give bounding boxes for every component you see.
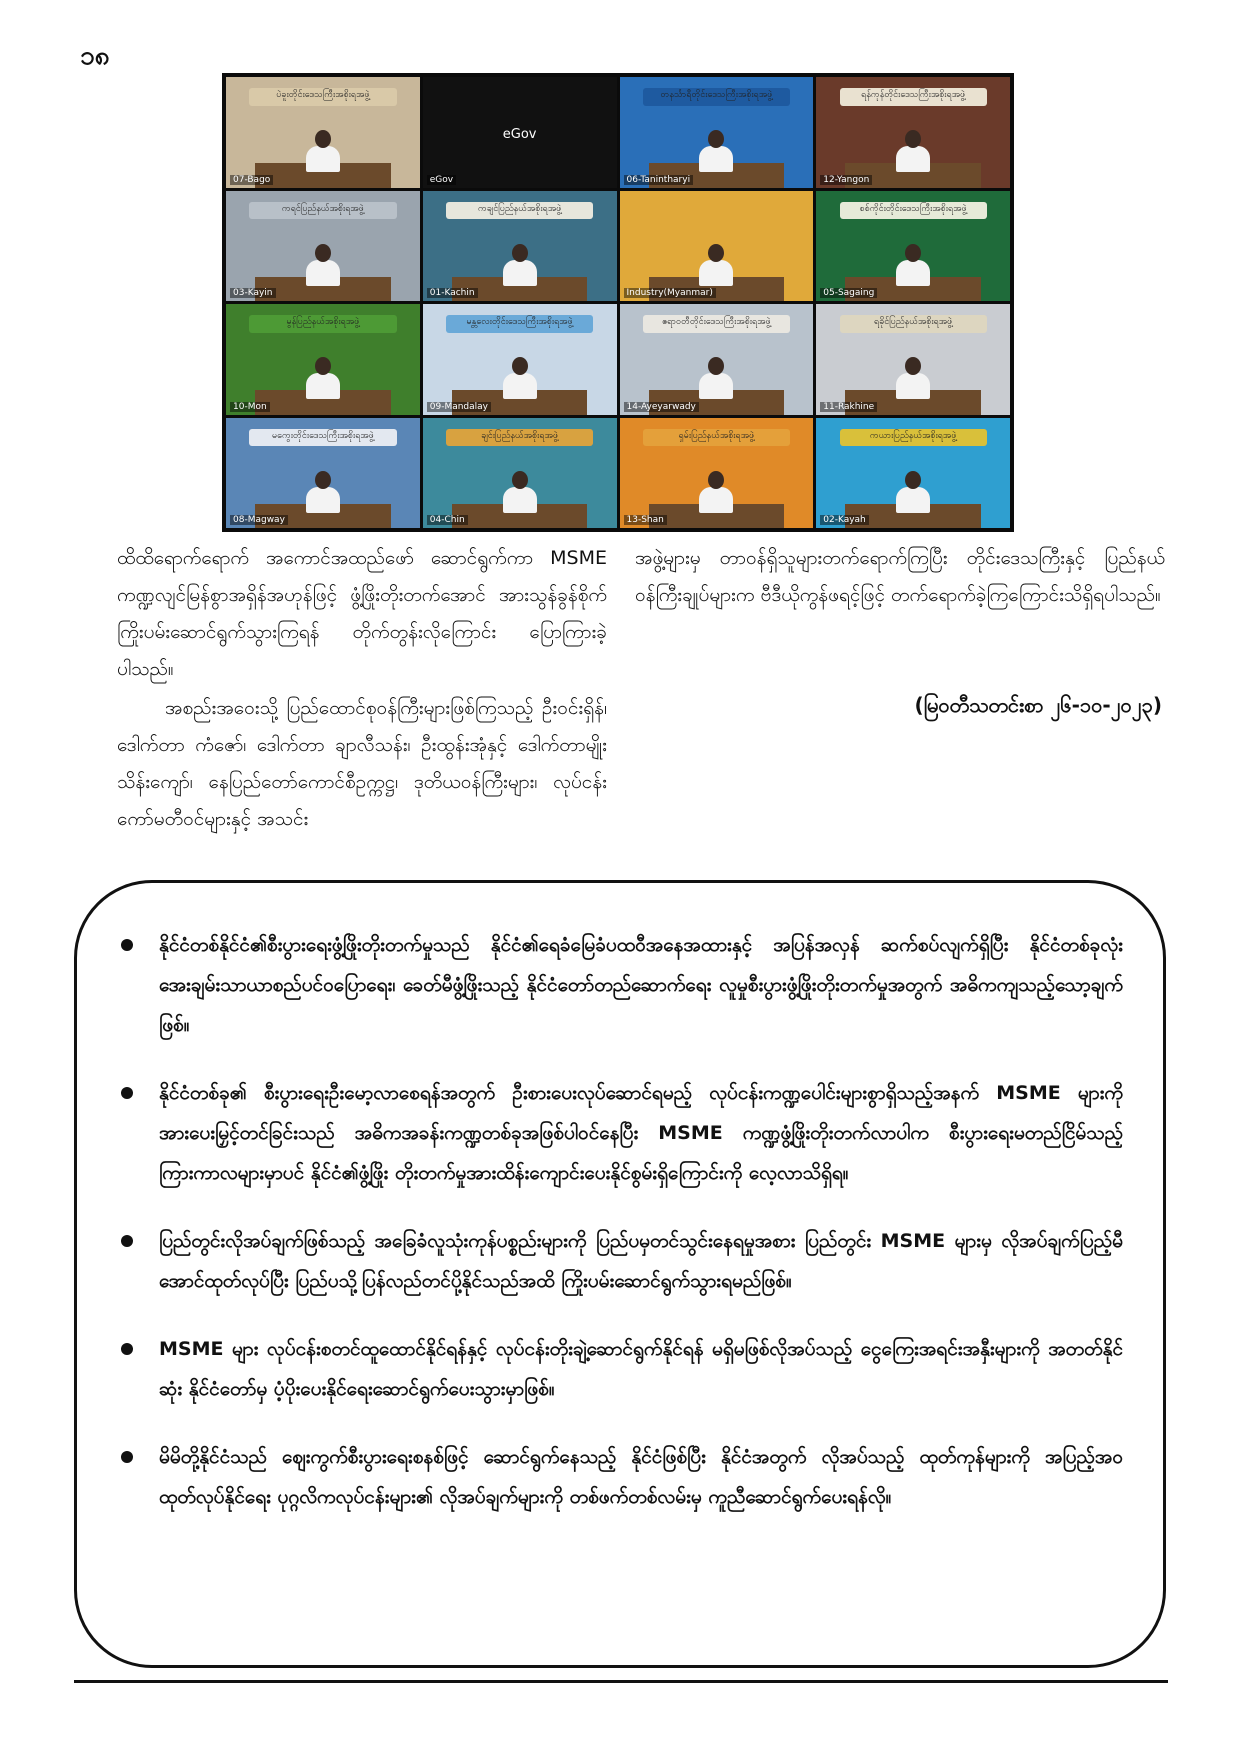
participant-figure xyxy=(699,357,733,399)
tile-label: 04-Chin xyxy=(427,515,468,525)
key-point xyxy=(115,1073,1123,1193)
office-banner: ကချင်ပြည်နယ်အစိုးရအဖွဲ့ xyxy=(446,202,593,220)
tile-label: 12-Yangon xyxy=(820,175,872,185)
participant-figure xyxy=(503,244,537,286)
office-banner: မကွေးတိုင်းဒေသကြီးအစိုးရအဖွဲ့ xyxy=(249,429,396,447)
key-point xyxy=(115,925,1123,1045)
key-point xyxy=(115,1221,1123,1301)
page-number: ၁၈ xyxy=(80,41,110,71)
participant-figure xyxy=(306,471,340,513)
key-point-text: နိုင်ငံတစ်ခု၏ စီးပွားရေးဦးမော့လာစေရန်အတွက် ဦးစားပေးလုပ်ဆောင်ရမည့် လုပ်ငန်းကဏ္ဍပေါင်းများစွာရှိသည့်အနက် MSME များကို အားပေးမြှင့်တင်ခြင်းသည် အဓိကအခန်းကဏ္ဍတစ်ခုအဖြစ်ပါဝင်နေပြီး MSME ကဏ္ဍဖွံ့ဖြိုးတိုးတက်လာပါက စီးပွားရေးမတည်ငြိမ်သည့် ကြားကာလများမှာပင် နိုင်ငံ၏ဖွံ့ဖြိုး တိုးတက်မှုအားထိန်းကျောင်းပေးနိုင်စွမ်းရှိကြောင်းကို လေ့လာသိရှိရ။ xyxy=(159,1082,1123,1184)
tile-label: 03-Kayin xyxy=(230,288,276,298)
key-point-text: ပြည်တွင်းလိုအပ်ချက်ဖြစ်သည့် အခြေခံလူသုံးကုန်ပစ္စည်းများကို ပြည်ပမှတင်သွင်းနေရမှုအစား ပြည်တွင်း MSME များမှ လိုအပ်ချက်ပြည့်မီအောင်ထုတ်လုပ်ပြီး ပြည်ပသို့ပြန်လည်တင်ပို့နိုင်သည်အထိ ကြိုးပမ်းဆောင်ရွက်သွားရမည်ဖြစ်။ xyxy=(159,1230,1123,1292)
office-banner: ဧရာဝတီတိုင်းဒေသကြီးအစိုးရအဖွဲ့ xyxy=(643,315,790,333)
tile-label: 09-Mandalay xyxy=(427,402,491,412)
office-banner: တနင်္သာရီတိုင်းဒေသကြီးအစိုးရအဖွဲ့ xyxy=(643,88,790,106)
office-banner: ရှမ်းပြည်နယ်အစိုးရအဖွဲ့ xyxy=(643,429,790,447)
bottom-divider xyxy=(74,1680,1168,1683)
tile-label: 14-Ayeyarwady xyxy=(624,402,699,412)
tile-label: Industry(Myanmar) xyxy=(624,288,716,298)
office-banner: မွန်ပြည်နယ်အစိုးရအဖွဲ့ xyxy=(249,315,396,333)
tile-label: 01-Kachin xyxy=(427,288,478,298)
participant-figure xyxy=(306,130,340,172)
office-banner: ရန်ကုန်တိုင်းဒေသကြီးအစိုးရအဖွဲ့ xyxy=(840,88,987,106)
video-tile xyxy=(423,304,617,415)
participant-figure xyxy=(896,471,930,513)
tile-label: 05-Sagaing xyxy=(820,288,877,298)
video-tile xyxy=(816,191,1010,302)
key-point-text: MSME များ လုပ်ငန်းစတင်ထူထောင်နိုင်ရန်နှင့် လုပ်ငန်းတိုးချဲ့ဆောင်ရွက်နိုင်ရန် မရှိမဖြစ်လိုအပ်သည့် ငွေကြေးအရင်းအနှီးများကို အတတ်နိုင်ဆုံး နိုင်ငံတော်မှ ပံ့ပိုးပေးနိုင်ရေးဆောင်ရွက်ပေးသွားမှာဖြစ်။ xyxy=(159,1338,1123,1400)
tile-label: eGov xyxy=(427,175,456,185)
video-tile xyxy=(620,418,814,529)
bullet-icon xyxy=(121,1235,133,1247)
office-banner: ပဲခူးတိုင်းဒေသကြီးအစိုးရအဖွဲ့ xyxy=(249,88,396,106)
video-tile xyxy=(226,191,420,302)
office-banner: စစ်ကိုင်းတိုင်းဒေသကြီးအစိုးရအဖွဲ့ xyxy=(840,202,987,220)
tile-label: 11-Rakhine xyxy=(820,402,877,412)
bullet-icon xyxy=(121,1451,133,1463)
participant-figure xyxy=(306,357,340,399)
video-tile xyxy=(226,418,420,529)
tile-label: 06-Tanintharyi xyxy=(624,175,694,185)
bullet-icon xyxy=(121,1343,133,1355)
article-right-column xyxy=(635,540,1165,614)
video-tile xyxy=(816,304,1010,415)
article-paragraph: ထိထိရောက်ရောက် အကောင်အထည်ဖော် ဆောင်ရွက်ကာ MSME ကဏ္ဍလျင်မြန်စွာအရှိန်အဟုန်ဖြင့် ဖွံ့ဖြိုးတိုးတက်အောင် အားသွန်ခွန်စိုက် ကြိုးပမ်းဆောင်ရွက်သွားကြရန် တိုက်တွန်းလိုကြောင်း ပြောကြားခဲ့ပါသည်။ xyxy=(117,547,607,680)
office-banner: မန္တလေးတိုင်းဒေသကြီးအစိုးရအဖွဲ့ xyxy=(446,315,593,333)
article-paragraph: အစည်းအဝေးသို့ ပြည်ထောင်စုဝန်ကြီးများဖြစ်ကြသည့် ဦးဝင်းရှိန်၊ ဒေါက်တာ ကံဇော်၊ ဒေါက်တာ ချာလီသန်း၊ ဦးထွန်းအုံနှင့် ဒေါက်တာမျိုးသိန်းကျော်၊ နေပြည်တော်ကောင်စီဥက္ကဋ္ဌ၊ ဒုတိယဝန်ကြီးများ၊ လုပ်ငန်းကော်မတီဝင်များနှင့် အသင်း xyxy=(117,697,607,830)
bullet-icon xyxy=(121,939,133,951)
office-banner: ချင်းပြည်နယ်အစိုးရအဖွဲ့ xyxy=(446,429,593,447)
video-tile xyxy=(423,191,617,302)
key-points-list xyxy=(115,925,1123,1545)
tile-label: 10-Mon xyxy=(230,402,270,412)
tile-label: 02-Kayah xyxy=(820,515,869,525)
participant-figure xyxy=(503,471,537,513)
video-tile xyxy=(816,418,1010,529)
video-tile xyxy=(620,77,814,188)
video-tile xyxy=(816,77,1010,188)
tile-label: 13-Shan xyxy=(624,515,667,525)
video-conference-photo xyxy=(222,73,1014,532)
participant-figure xyxy=(896,357,930,399)
egov-title: eGov xyxy=(502,126,537,142)
participant-figure xyxy=(306,244,340,286)
bullet-icon xyxy=(121,1087,133,1099)
article-paragraph: အဖွဲ့များမှ တာဝန်ရှိသူများတက်ရောက်ကြပြီး တိုင်းဒေသကြီးနှင့် ပြည်နယ်ဝန်ကြီးချုပ်များက ဗီဒီယိုကွန်ဖရင့်ဖြင့် တက်ရောက်ခဲ့ကြကြောင်းသိရှိရပါသည်။ xyxy=(635,547,1165,606)
video-tile xyxy=(226,77,420,188)
office-banner: ရခိုင်ပြည်နယ်အစိုးရအဖွဲ့ xyxy=(840,315,987,333)
participant-figure xyxy=(699,244,733,286)
video-tile xyxy=(423,418,617,529)
key-point xyxy=(115,1329,1123,1409)
tile-label: 07-Bago xyxy=(230,175,273,185)
key-points-box xyxy=(74,880,1166,1668)
office-banner: ကရင်ပြည်နယ်အစိုးရအဖွဲ့ xyxy=(249,202,396,220)
participant-figure xyxy=(699,471,733,513)
video-tile xyxy=(620,304,814,415)
news-source: (မြဝတီသတင်းစာ ၂၆-၁၀-၂၀၂၃) xyxy=(914,693,1162,717)
key-point xyxy=(115,1437,1123,1517)
participant-figure xyxy=(896,130,930,172)
participant-figure xyxy=(699,130,733,172)
video-tile xyxy=(620,191,814,302)
video-tile xyxy=(423,77,617,188)
participant-figure xyxy=(896,244,930,286)
key-point-text: မိမိတို့နိုင်ငံသည် ဈေးကွက်စီးပွားရေးစနစ်ဖြင့် ဆောင်ရွက်နေသည့် နိုင်ငံဖြစ်ပြီး နိုင်ငံအတွက် လိုအပ်သည့် ထုတ်ကုန်များကို အပြည့်အဝထုတ်လုပ်နိုင်ရေး ပုဂ္ဂလိကလုပ်ငန်းများ၏ လိုအပ်ချက်များကို တစ်ဖက်တစ်လမ်းမှ ကူညီဆောင်ရွက်ပေးရန်လို။ xyxy=(159,1446,1123,1508)
key-point-text: နိုင်ငံတစ်နိုင်ငံ၏စီးပွားရေးဖွံ့ဖြိုးတိုးတက်မှုသည် နိုင်ငံ၏ရေခံမြေခံပထဝီအနေအထားနှင့် အပြန်အလှန် ဆက်စပ်လျက်ရှိပြီး နိုင်ငံတစ်ခုလုံး အေးချမ်းသာယာစည်ပင်ဝပြောရေး၊ ခေတ်မီဖွံ့ဖြိုးသည့် နိုင်ငံတော်တည်ဆောက်ရေး လူမှုစီးပွားဖွံ့ဖြိုးတိုးတက်မှုအတွက် အဓိကကျသည့်သော့ချက်ဖြစ်။ xyxy=(159,934,1123,1036)
tile-label: 08-Magway xyxy=(230,515,288,525)
article-left-column xyxy=(117,540,607,838)
video-tile xyxy=(226,304,420,415)
office-banner: ကယားပြည်နယ်အစိုးရအဖွဲ့ xyxy=(840,429,987,447)
participant-figure xyxy=(503,357,537,399)
